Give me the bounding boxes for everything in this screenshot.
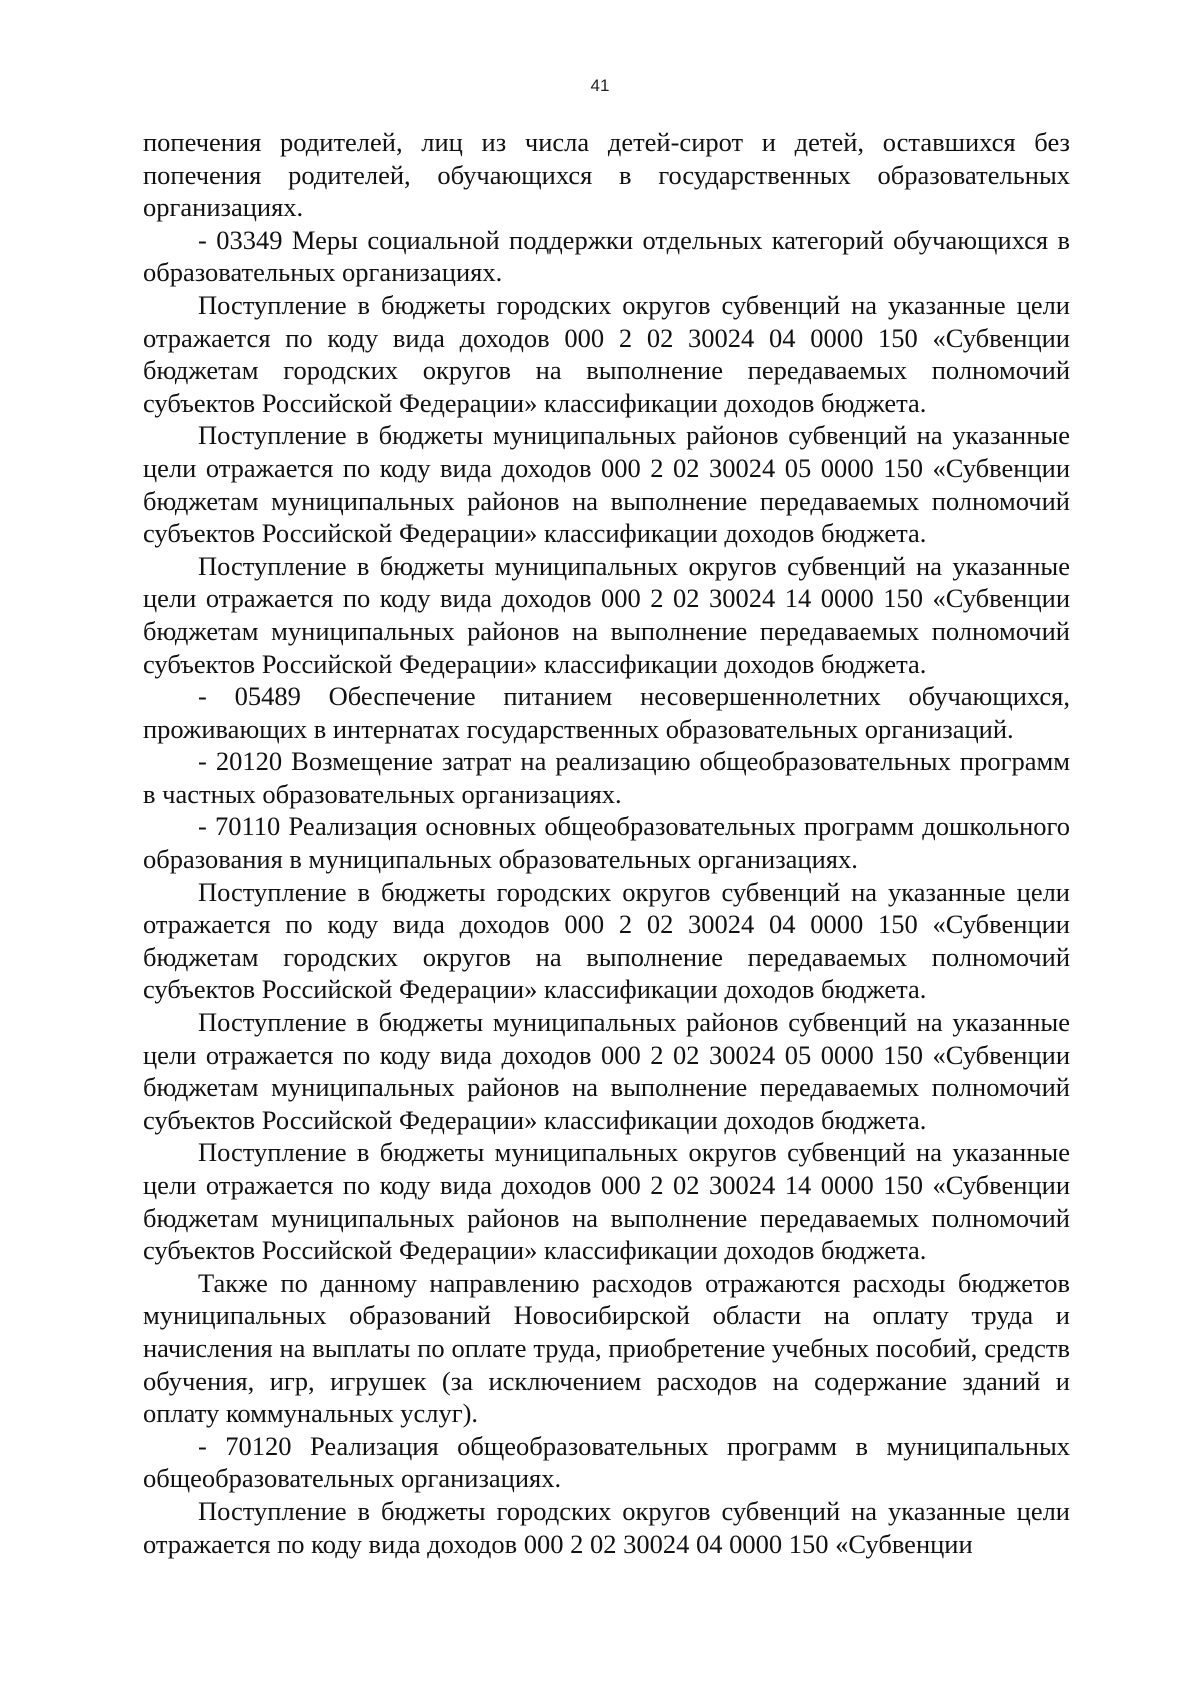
paragraph: - 70110 Реализация основных общеобразовательных программ дошкольного образования в муниципальных образовательных организациях. (143, 811, 1070, 875)
paragraph: Поступление в бюджеты городских округов субвенций на указанные цели отражается по коду вида доходов 000 2 02 30024 04 0000 150 «Субвенции бюджетам городских округов на выполнение передаваемых полномочий субъектов Российской Федерации» классификации доходов бюджета. (143, 876, 1070, 1005)
paragraph: - 20120 Возмещение затрат на реализацию общеобразовательных программ в частных образовательных организациях. (143, 746, 1070, 809)
paragraph: Поступление в бюджеты муниципальных округов субвенций на указанные цели отражается по коду вида доходов 000 2 02 30024 14 0000 150 «Субвенции бюджетам муниципальных районов на выполнение передаваемых полномочий субъектов Российской Федерации» классификации доходов бюджета. (143, 1137, 1070, 1266)
page-number: 41 (590, 76, 610, 95)
paragraph: - 03349 Меры социальной поддержки отдельных категорий обучающихся в образовательных организациях. (143, 224, 1070, 288)
paragraph: Также по данному направлению расходов отражаются расходы бюджетов муниципальных образований Новосибирской области на оплату труда и начисления на выплаты по оплате труда, приобретение учебных пособий, средств обучения, игр, игрушек (за исключением расходов на содержание зданий и оплату коммунальных услуг). (143, 1267, 1070, 1429)
paragraph: - 05489 Обеспечение питанием несовершеннолетних обучающихся, проживающих в интернатах государственных образовательных организаций. (143, 681, 1070, 744)
paragraph: Поступление в бюджеты муниципальных округов субвенций на указанные цели отражается по коду вида доходов 000 2 02 30024 14 0000 150 «Субвенции бюджетам муниципальных районов на выполнение передаваемых полномочий субъектов Российской Федерации» классификации доходов бюджета. (143, 550, 1070, 679)
paragraph: Поступление в бюджеты муниципальных районов субвенций на указанные цели отражается по коду вида доходов 000 2 02 30024 05 0000 150 «Субвенции бюджетам муниципальных районов на выполнение передаваемых полномочий субъектов Российской Федерации» классификации доходов бюджета. (143, 420, 1070, 549)
paragraph: - 70120 Реализация общеобразовательных программ в муниципальных общеобразовательных организациях. (143, 1430, 1070, 1494)
document-body (143, 126, 1070, 1560)
paragraph: Поступление в бюджеты муниципальных районов субвенций на указанные цели отражается по коду вида доходов 000 2 02 30024 05 0000 150 «Субвенции бюджетам муниципальных районов на выполнение передаваемых полномочий субъектов Российской Федерации» классификации доходов бюджета. (143, 1007, 1070, 1135)
paragraph: попечения родителей, лиц из числа детей-сирот и детей, оставшихся без попечения родителей, обучающихся в государственных образовательных организациях. (143, 127, 1070, 223)
paragraph: Поступление в бюджеты городских округов субвенций на указанные цели отражается по коду вида доходов 000 2 02 30024 04 0000 150 «Субвенции (143, 1495, 1070, 1559)
paragraph: Поступление в бюджеты городских округов субвенций на указанные цели отражается по коду вида доходов 000 2 02 30024 04 0000 150 «Субвенции бюджетам городских округов на выполнение передаваемых полномочий субъектов Российской Федерации» классификации доходов бюджета. (143, 289, 1070, 418)
